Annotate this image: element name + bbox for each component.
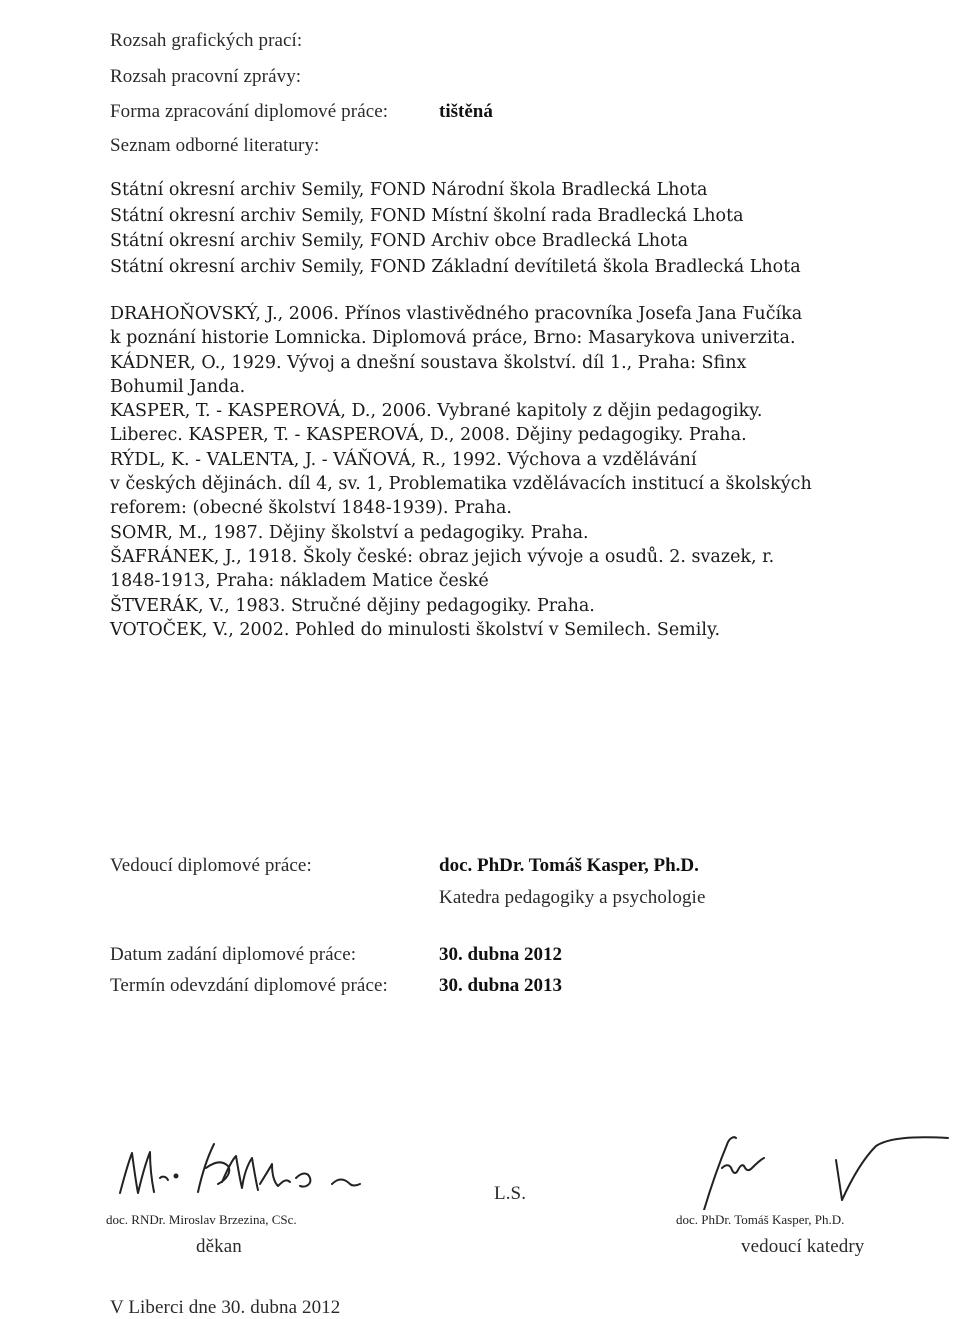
dean-name: doc. RNDr. Miroslav Brzezina, CSc. <box>106 1212 297 1227</box>
head-role: vedoucí katedry <box>741 1236 865 1257</box>
reference-line: Bohumil Janda. <box>110 376 246 397</box>
reference-line: v českých dějinách. díl 4, sv. 1, Problematika vzdělávacích institucí a školských <box>110 474 812 495</box>
deadline-value: 30. dubna 2013 <box>439 975 563 996</box>
field-label-form: Forma zpracování diplomové práce: <box>110 101 389 122</box>
deadline-label: Termín odevzdání diplomové práce: <box>110 975 388 996</box>
supervisor-name: doc. PhDr. Tomáš Kasper, Ph.D. <box>439 855 699 876</box>
reference-line: RÝDL, K. - VALENTA, J. - VÁŇOVÁ, R., 1992. Výchova a vzdělávání <box>110 449 697 470</box>
supervisor-label: Vedoucí diplomové práce: <box>110 855 312 876</box>
assigned-date-value: 30. dubna 2012 <box>439 944 563 965</box>
reference-line: KÁDNER, O., 1929. Vývoj a dnešní soustava školství. díl 1., Praha: Sfinx <box>110 352 747 373</box>
reference-line: SOMR, M., 1987. Dějiny školství a pedagogiky. Praha. <box>110 522 589 543</box>
archive-list <box>110 178 801 280</box>
reference-line: ŠTVERÁK, V., 1983. Stručné dějiny pedagogiky. Praha. <box>110 595 595 616</box>
field-label-report: Rozsah pracovní zprávy: <box>110 66 302 87</box>
reference-line: Liberec. KASPER, T. - KASPEROVÁ, D., 2008. Dějiny pedagogiky. Praha. <box>110 425 747 446</box>
archive-item: Státní okresní archiv Semily, FOND Místní školní rada Bradlecká Lhota <box>110 205 744 226</box>
reference-list <box>110 302 812 642</box>
reference-line: ŠAFRÁNEK, J., 1918. Školy české: obraz jejich vývoje a osudů. 2. svazek, r. <box>110 546 775 567</box>
assigned-date-label: Datum zadání diplomové práce: <box>110 944 357 965</box>
archive-item: Státní okresní archiv Semily, FOND Základní devítiletá škola Bradlecká Lhota <box>110 256 801 277</box>
supervisor-department: Katedra pedagogiky a psychologie <box>439 887 706 908</box>
field-label-literature: Seznam odborné literatury: <box>110 135 320 156</box>
reference-line: DRAHOŇOVSKÝ, J., 2006. Přínos vlastivědného pracovníka Josefa Jana Fučíka <box>110 304 803 324</box>
archive-item: Státní okresní archiv Semily, FOND Archiv obce Bradlecká Lhota <box>110 231 689 251</box>
reference-line: KASPER, T. - KASPEROVÁ, D., 2006. Vybrané kapitoly z dějin pedagogiky. <box>110 401 763 422</box>
dean-signature <box>110 1138 390 1208</box>
seal-mark: L.S. <box>494 1183 527 1204</box>
reference-line: k poznání historie Lomnicka. Diplomová práce, Brno: Masarykova univerzita. <box>110 328 796 349</box>
dean-role: děkan <box>196 1236 242 1257</box>
head-signature <box>676 1130 956 1210</box>
reference-line: VOTOČEK, V., 2002. Pohled do minulosti školství v Semilech. Semily. <box>110 619 721 640</box>
footer-place-date: V Liberci dne 30. dubna 2012 <box>110 1297 341 1318</box>
field-value-form: tištěná <box>439 101 493 122</box>
field-label-graphics: Rozsah grafických prací: <box>110 30 303 51</box>
reference-line: reforem: (obecné školství 1848-1939). Praha. <box>110 498 512 519</box>
archive-item: Státní okresní archiv Semily, FOND Národní škola Bradlecká Lhota <box>110 180 708 200</box>
reference-line: 1848-1913, Praha: nákladem Matice české <box>110 571 489 592</box>
head-name: doc. PhDr. Tomáš Kasper, Ph.D. <box>676 1212 845 1227</box>
